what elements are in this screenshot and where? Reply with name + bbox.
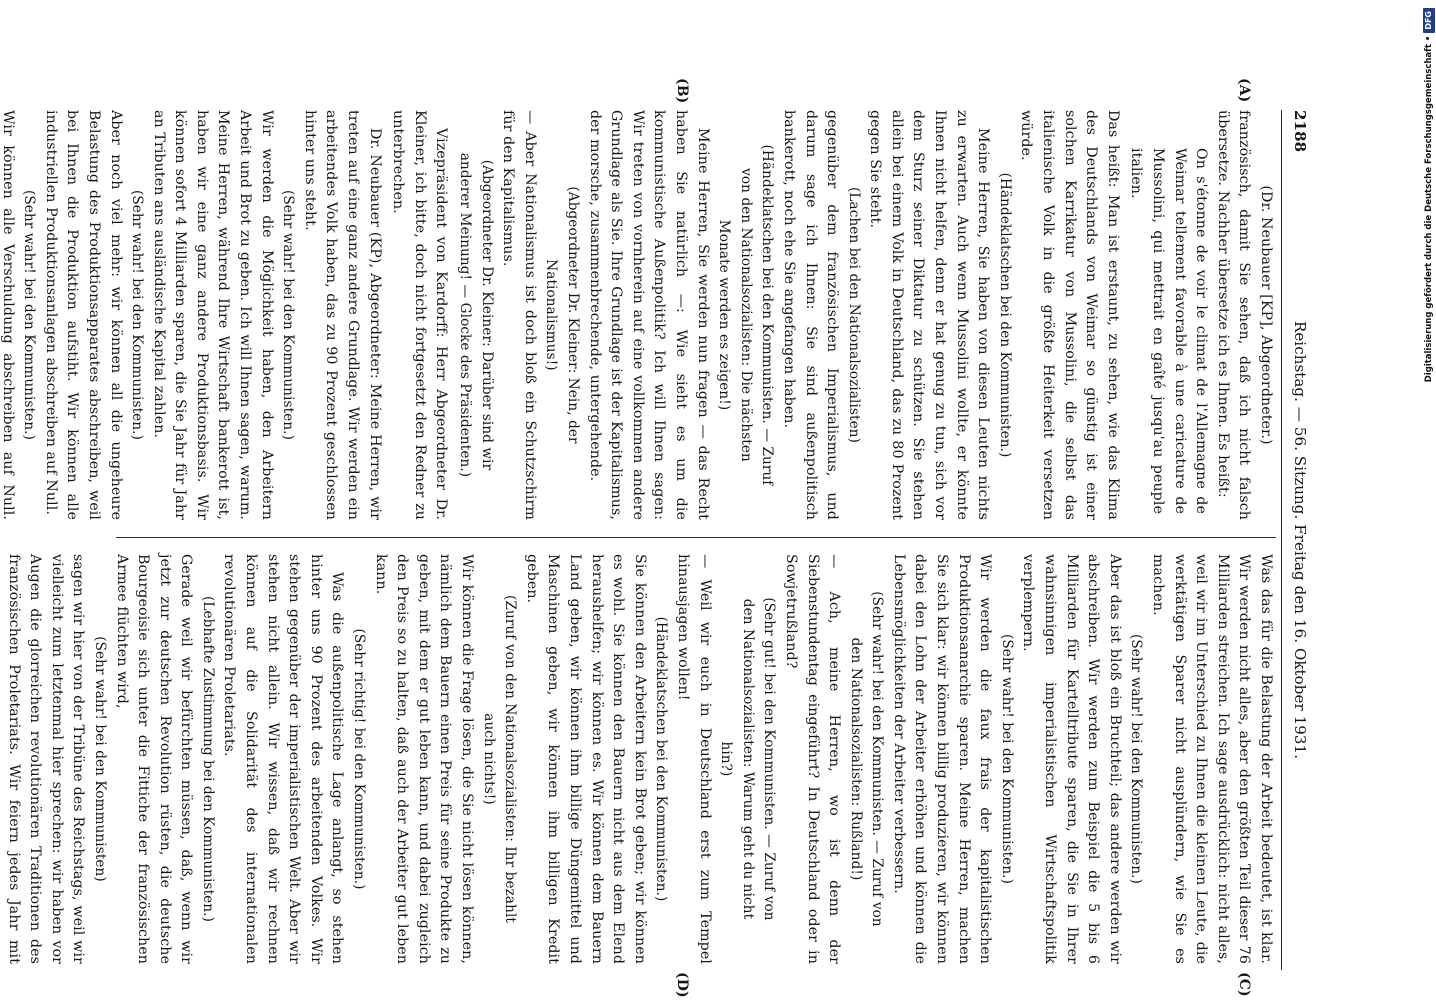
paragraph: Aber das ist bloß ein Bruchteil; das andere werden wir abschreiben. Wir werden zum Beispiel die 5 bis 6 Milliarden für Kartelltribute sparen, die Sie in Ihrer wahnsinnigen imperialistischen Wirtschaftspolitik verplempern. bbox=[1020, 554, 1123, 964]
paragraph: Vizepräsident von Kardorff: Herr Abgeordneter Dr. Kleiner, ich bitte, doch nicht fortgesetzt den Redner zu unterbrechen. bbox=[390, 110, 450, 520]
paragraph: Aber noch viel mehr: wir können all die ungeheure Belastung des Produktionsapparates abschreiben, weil bei Ihnen die Produktion aufstiht. Wir können alle industriellen Produktionsanlagen abschreiben auf Null. bbox=[42, 110, 124, 520]
left-column bbox=[0, 110, 1276, 520]
interjection: (Sehr wahr! bei den Kommunisten.) bbox=[280, 189, 297, 441]
column-divider bbox=[116, 537, 1276, 538]
right-column bbox=[0, 554, 1276, 964]
speaker-continuation: (Dr. Neubauer [KP], Abgeordneter.) bbox=[1258, 185, 1274, 445]
interjection: (Sehr wahr! bei den Kommunisten.) bbox=[998, 633, 1015, 885]
paragraph: Sie können den Arbeitern kein Brot geben; wir können es wohl. Sie können den Bauern nicht aus dem Elend heraushelfen; wir können es. Wir können dem Bauern Land geben, wir können ihm billige Düngemittel und Maschinen geben, wir können ihm billigen Kredit geben. bbox=[523, 554, 648, 964]
paragraph: französisch, damit Sie sehen, daß ich nicht falsch übersetze. Nachher übersetze ich es Ihnen. Es heißt: bbox=[1214, 110, 1253, 520]
paragraph: Meine Herren, Sie werden nun fragen — das Recht haben Sie natürlich —: Wie sieht es um die kommunistische Außenpolitik? Ich will Ihnen sagen: Wir treten von vornherein auf eine vollkommen andere Grundlage als Sie. Ihre Grundlage ist der Kapitalismus, der morsche, zusammenbrechende, untergehende. bbox=[586, 110, 711, 520]
margin-letter-d: (D) bbox=[674, 972, 690, 998]
paragraph: Dr. Neubauer (KP), Abgeordneter: Meine Herren, wir treten auf eine ganz andere Grundlage. Wir werden ein arbeitendes Volk haben, das zu 90 Prozent geschlossen hinter uns steht. bbox=[301, 110, 383, 520]
margin-letter-b: (B) bbox=[674, 78, 690, 104]
interjection: (Händeklatschen bei den Kommunisten.) bbox=[653, 616, 670, 902]
interjection: (Lebhafte Zustimmung bei den Kommunisten.) bbox=[199, 595, 216, 922]
paragraph: gegenüber dem französischen Imperialismus, und darum sage ich Ihnen: Sie sind außenpolitisch bankerott, noch ehe Sie angefangen haben. bbox=[780, 110, 841, 520]
interjection: (Sehr wahr! bei den Kommunisten. — Zuruf von den Nationalsozialisten: Rußland!) bbox=[847, 591, 886, 927]
paragraph: Was die außenpolitische Lage anlangt, so stehen hinter uns 90 Prozent des arbeitenden Volkes. Wir stehen gegenüber der imperialistischen Welt. Aber wir stehen nicht allein. Wir wissen, daß wir rechnen können auf die Solidarität des internationalen revolutionären Proletariats. bbox=[221, 554, 346, 964]
page-content bbox=[0, 78, 1312, 998]
page-header bbox=[1281, 110, 1312, 970]
page-number: 2188 bbox=[1291, 110, 1309, 153]
margin-letter-c: (C) bbox=[1236, 972, 1252, 997]
stamp-text: Digitalisierung gefördert durch die Deutsche Forschungsgemeinschaft • bbox=[1424, 35, 1434, 383]
paragraph: Meine Herren, Sie haben von diesen Leuten nichts zu erwarten. Auch wenn Mussolini wollte, er könnte Ihnen nicht helfen, denn er hat genug zu tun, sich vor dem Sturz seiner Diktatur zu schützen. Sie stehen allein bei einem Volk in Deutschland, das zu 80 Prozent gegen Sie steht. bbox=[867, 110, 992, 520]
interjection: (Händeklatschen bei den Kommunisten.) bbox=[996, 172, 1013, 458]
interjection: (Sehr gut! bei den Kommunisten. — Zuruf von den Nationalsozialisten: Warum geht du nicht hin?) bbox=[718, 597, 778, 921]
interjection: (Lachen bei den Nationalsozialisten) bbox=[845, 187, 862, 443]
interjection: (Händeklatschen bei den Kommunisten. — Zuruf von den Nationalsozialisten: Die nächsten Monate werden es zeigen!) bbox=[716, 144, 776, 486]
paragraph: sagen wir hier von der Tribüne des Reichstags, weil wir vielleicht zum letztenmal hier sprechen: wir haben vor Augen die glorreichen revolutionären Traditionen des französischen Proletariats. Wir feiern jedes Jahr mit bbox=[5, 554, 87, 964]
paragraph: Das heißt: Man ist erstaunt, zu sehen, wie das Klima des Deutschlands von Weimar so günstig ist einer solchen Karrikatur von Mussolini, die selbst das italienische Volk in die größte Heiterkeit versetzen würde. bbox=[1018, 110, 1121, 520]
interjection: (Sehr wahr! bei den Kommunisten.) bbox=[129, 189, 146, 441]
interjection: (Sehr wahr! bei den Kommunisten.) bbox=[21, 189, 38, 441]
interjection: (Sehr wahr! bei den Kommunisten) bbox=[91, 636, 108, 882]
paragraph: — Ach, meine Herren, wo ist denn der Siebenstundentag eingeführt? In Deutschland oder in Sowjetrußland? bbox=[782, 554, 843, 964]
dfg-logo: DFG bbox=[1423, 8, 1435, 33]
running-title: Reichstag. — 56. Sitzung. Freitag den 16. Oktober 1931. bbox=[1291, 320, 1309, 760]
interjection: (Abgeordneter Dr. Kleiner: Nein, der Nationalismus!) bbox=[543, 186, 581, 444]
interjection: (Sehr richtig! bei den Kommunisten.) bbox=[351, 628, 368, 890]
paragraph: Wir werden die Möglichkeit haben, den Arbeitern Arbeit und Brot zu geben. Ich will Ihnen sagen, warum. Meine Herren, während Ihre Wirtschaft bankerott ist, haben wir eine ganz andere Produktionsbasis. Wir können sofort 4 Milliarden sparen, die Sie Jahr für Jahr an Tributen ans ausländische Kapital zahlen. bbox=[150, 110, 275, 520]
paragraph: Gerade weil wir befürchten müssen, daß, wenn wir jetzt zur deutschen Revolution rüsten, die deutsche Bourgeoisie sich unter die Fittiche der französischen Armee flüchten wird, bbox=[113, 554, 195, 964]
interjection: (Abgeordneter Dr. Kleiner: Darüber sind wir anderer Meinung! — Glocke des Präsidenten.) bbox=[457, 152, 495, 478]
paragraph: Wir können alle Verschuldung abschreiben auf Null. bbox=[0, 110, 16, 520]
paragraph: — Aber Nationalismus ist doch bloß ein Schutzschirm für den Kapitalismus. bbox=[500, 110, 538, 520]
margin-letter-a: (A) bbox=[1236, 78, 1252, 103]
digitization-stamp bbox=[1422, 8, 1436, 992]
interjection: (Zuruf von den Nationalsozialisten: Ihr bezahlt auch nichts!) bbox=[480, 595, 519, 923]
paragraph: Was das für die Belastung der Arbeit bedeutet, ist klar. Wir werden nicht alles, aber den größten Teil dieser 76 Milliarden streichen. Ich sage ausdrücklich: nicht alles, weil wir im Unterschied zu Ihnen die kleinen Leute, die werktätigen Sparer nicht ausplündern, wie Sie es machen. bbox=[1150, 554, 1274, 964]
scanned-page bbox=[0, 78, 1312, 998]
french-quote: On s'étonne de voir le climat de l'Allemagne de Weimar tellement favorable à une caricature de Mussolini, qui mettrait en gaîté jusqu'au peuple italien. bbox=[1128, 148, 1210, 514]
paragraph: Wir können die Frage lösen, die Sie nicht lösen können, nämlich dem Bauern einen Preis für seine Produkte zu geben, mit dem er gut leben kann, und dabei zugleich den Preis so zu halten, daß auch der Arbeiter gut leben kann. bbox=[372, 554, 476, 964]
paragraph: Wir werden die faux frais der kapitalistischen Produktionsanarchie sparen. Meine Herren, machen Sie sich klar: wir können billig produzieren, wir können dabei den Lohn der Arbeiter erhöhen und können die Lebensmöglichkeiten der Arbeiter verbessern. bbox=[890, 554, 994, 964]
paragraph: — Weil wir euch in Deutschland erst zum Tempel hinausjagen wollen! bbox=[674, 554, 713, 964]
interjection: (Sehr wahr! bei den Kommunisten.) bbox=[1128, 633, 1145, 885]
